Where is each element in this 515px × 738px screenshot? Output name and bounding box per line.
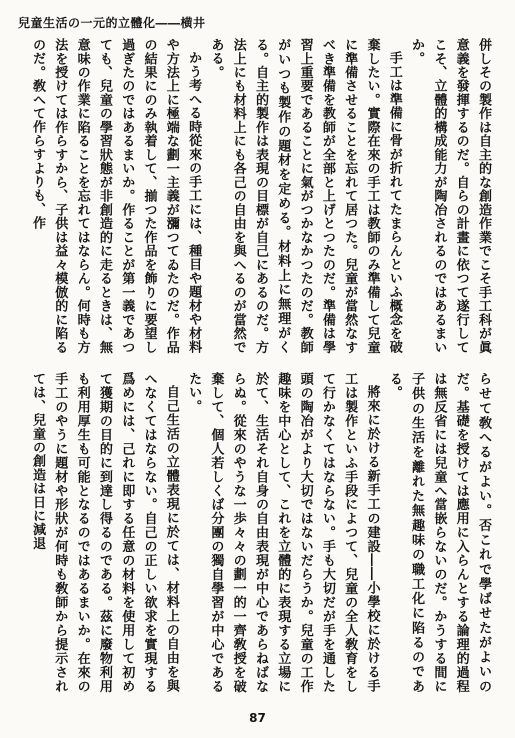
paragraph: 併しその製作は自主的な創造作業でこそ手工科が眞意義を發揮するのだ。自らの計畫に依つて遂行してこそ、立體的構成能力が陶冶されるのではあるまいか。: [409, 38, 491, 354]
page-number: 87: [249, 711, 266, 725]
paragraph: 手工は準備に骨が折れてたまらんといふ概念を破棄したい。實際在來の手工は教師のみ準備して兒童に準備させることを忘れて居つた。兒童が當然なすべき準備を教師が全部と上げとつたのだ。準備は學習上重要であることに氣がつかなかつたのだ。教師がいつも製作の題材を定める。材料上に無理がくる。自主的製作は表現の目標が自己にあるのだ。方法上にも材料上にも各己の自由を與へるのが當然である。: [208, 38, 402, 354]
upper-text-block: [26, 38, 494, 354]
running-title: 兒童生活の一元的立體化――横井: [18, 16, 206, 30]
paragraph: かう考へる時從來の手工には、種目や題材や材料や方法上に極端な劃一主義が瀰つてゐたのだ。作品の結果にのみ執着して、揃つた作品を飾りに要望し過ぎたのではあるまいか。作ることが第一義であつても、兒童の學習狀態が非創造的に走るときは、無意味の作業に陷ることを忘れてはならん。何時も方法を授けては作らすから、子供は益々模倣的に陷るのだ。敎へて作らすよりも、作: [30, 38, 202, 354]
paragraph: らせて敎へるがよい。否これで學ばせたがよいのだ。基礎を授けては應用に入らんとする論理的過程は無反省には兒童へ當嵌らないのだ。かうする間に子供の生活を離れた無趣味の職工化に陷るのである。: [386, 372, 491, 693]
paragraph: 將來に於ける新手工の建設――小學校に於ける手工は製作といふ手段によつて、兒童の全人敎育をして行かなくてはならない。手も大切だが手を通した頭の陶冶がより大切ではないだらうか。兒童の工作趣味を中心として、これを立體的に表現する立場に於て、生活それ自身の自由表現が中心であらねばならぬ。從來のやうな一歩々々の劃一的一齊敎授を破棄して、個人若しくば分團の獨自學習が中心であるたい。: [186, 372, 380, 693]
paragraph: 自己生活の立體表現に於ては、材料上の自由を與へなくてはならない。自己の正しい欲求を實現する爲めには、己れに即する任意の材料を使用して初めて獲期の目的に到達し得るのである。茲に廢物利用も利用厚生も可能となるのではあるまいか。在來の手工のやうに題材や形狀が何時も敎師から提示されては、兒童の創造は日に減退: [30, 372, 179, 693]
lower-text-block: [26, 372, 494, 693]
